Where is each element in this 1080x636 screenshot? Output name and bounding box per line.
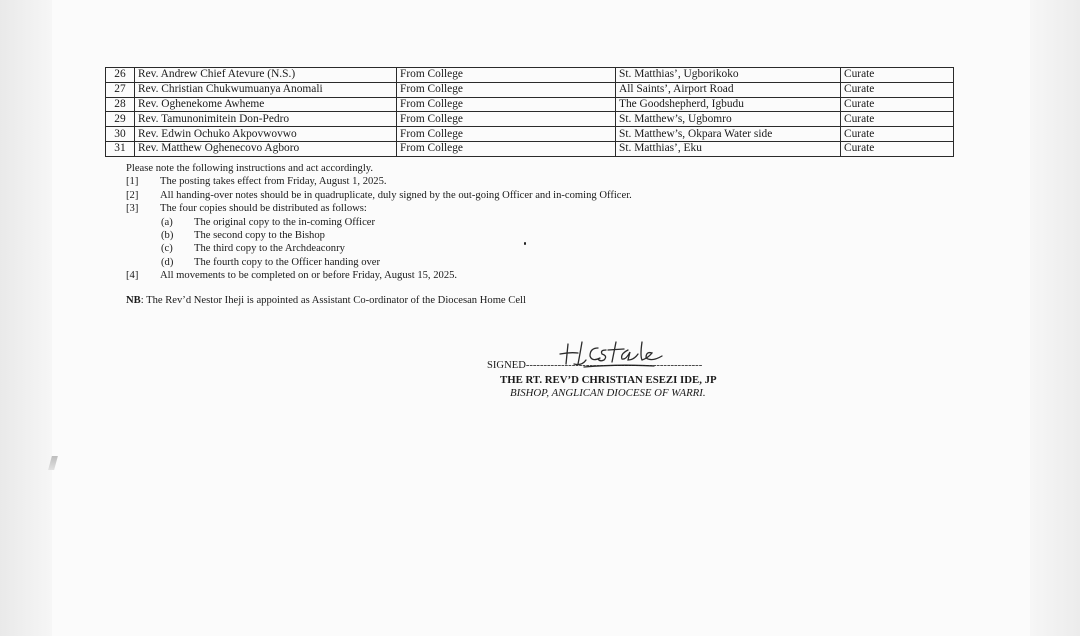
page-left-shadow <box>0 0 52 636</box>
subitem-marker: (c) <box>161 243 173 255</box>
row-number: 30 <box>106 127 135 142</box>
signed-line: SIGNED-------------------------------------------------- <box>487 360 703 371</box>
table-row <box>106 97 954 112</box>
item-text: All movements to be completed on or before Friday, August 15, 2025. <box>160 270 458 282</box>
clergy-name: Rev. Oghenekome Awheme <box>135 97 397 112</box>
table-row <box>106 82 954 97</box>
instructions-intro <box>126 162 826 175</box>
page-right-shadow <box>1030 0 1080 636</box>
instruction-subitem <box>126 216 826 229</box>
to-station: All Saints’, Airport Road <box>616 82 841 97</box>
role: Curate <box>841 82 954 97</box>
row-number: 27 <box>106 82 135 97</box>
item-marker: [4] <box>126 270 139 282</box>
row-number: 31 <box>106 141 135 156</box>
instruction-subitem <box>126 242 826 255</box>
item-marker: [1] <box>126 176 139 188</box>
instruction-item <box>126 202 826 215</box>
instruction-item <box>126 175 826 188</box>
table-row <box>106 141 954 156</box>
subitem-text: The third copy to the Archdeaconry <box>194 243 345 255</box>
subitem-marker: (b) <box>161 229 174 241</box>
to-station: St. Matthias’, Ugborikoko <box>616 68 841 83</box>
signatory-name: THE RT. REV’D CHRISTIAN ESEZI IDE, JP <box>500 374 717 386</box>
nb-text: : The Rev’d Nestor Iheji is appointed as Assistant Co-ordinator of the Diocesan Home Cell <box>140 295 526 306</box>
to-station: St. Matthias’, Eku <box>616 141 841 156</box>
subitem-text: The fourth copy to the Officer handing over <box>194 256 381 268</box>
from-station: From College <box>397 97 616 112</box>
subitem-marker: (a) <box>161 216 173 228</box>
item-text: The posting takes effect from Friday, August 1, 2025. <box>160 176 387 188</box>
role: Curate <box>841 141 954 156</box>
item-text: The four copies should be distributed as follows: <box>160 203 367 215</box>
clergy-name: Rev. Tamunonimitein Don-Pedro <box>135 112 397 127</box>
row-number: 28 <box>106 97 135 112</box>
nb-label: NB <box>126 295 141 306</box>
row-number: 29 <box>106 112 135 127</box>
to-station: St. Matthew’s, Okpara Water side <box>616 127 841 142</box>
instructions-section <box>126 162 826 283</box>
instruction-item <box>126 269 826 282</box>
item-marker: [2] <box>126 189 139 201</box>
item-text: All handing-over notes should be in quadruplicate, duly signed by the out-going Officer and in-coming Officer. <box>160 189 632 201</box>
table-row <box>106 127 954 142</box>
postings-table <box>105 67 954 157</box>
to-station: The Goodshepherd, Igbudu <box>616 97 841 112</box>
role: Curate <box>841 97 954 112</box>
table-row <box>106 68 954 83</box>
from-station: From College <box>397 141 616 156</box>
item-marker: [3] <box>126 203 139 215</box>
from-station: From College <box>397 112 616 127</box>
signatory-title: BISHOP, ANGLICAN DIOCESE OF WARRI. <box>510 387 706 399</box>
subitem-marker: (d) <box>161 256 174 268</box>
subitem-text: The second copy to the Bishop <box>194 229 325 241</box>
from-station: From College <box>397 68 616 83</box>
instruction-subitem <box>126 229 826 242</box>
row-number: 26 <box>106 68 135 83</box>
role: Curate <box>841 112 954 127</box>
from-station: From College <box>397 82 616 97</box>
stray-mark <box>524 242 526 245</box>
role: Curate <box>841 68 954 83</box>
table-row <box>106 112 954 127</box>
from-station: From College <box>397 127 616 142</box>
clergy-name: Rev. Andrew Chief Atevure (N.S.) <box>135 68 397 83</box>
intro-text: Please note the following instructions and act accordingly. <box>126 163 374 174</box>
subitem-text: The original copy to the in-coming Officer <box>194 216 376 228</box>
clergy-name: Rev. Christian Chukwumuanya Anomali <box>135 82 397 97</box>
clergy-name: Rev. Matthew Oghenecovo Agboro <box>135 141 397 156</box>
to-station: St. Matthew’s, Ugbomro <box>616 112 841 127</box>
nb-note <box>126 295 526 306</box>
instruction-item <box>126 189 826 202</box>
clergy-name: Rev. Edwin Ochuko Akpovwovwo <box>135 127 397 142</box>
role: Curate <box>841 127 954 142</box>
instruction-subitem <box>126 256 826 269</box>
